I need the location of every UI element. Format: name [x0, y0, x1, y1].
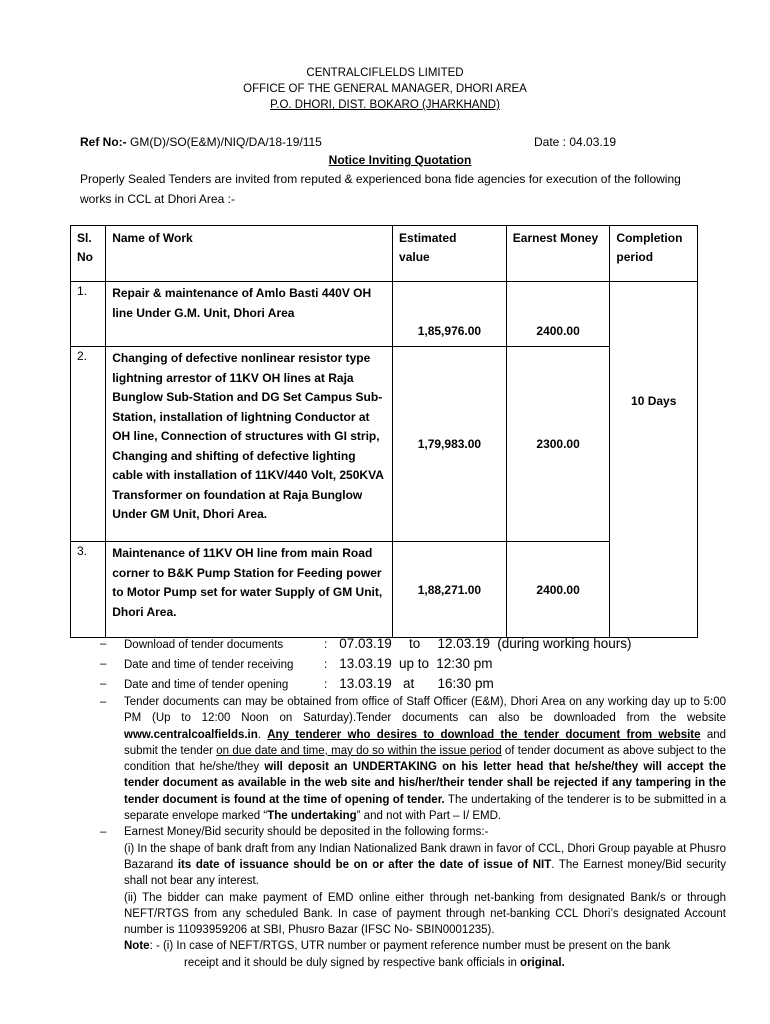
- table-row: [71, 282, 698, 347]
- office-name: OFFICE OF THE GENERAL MANAGER, DHORI AREA: [243, 83, 527, 95]
- terms-list: [100, 634, 726, 971]
- ref-number: GM(D)/SO(E&M)/NIQ/DA/18-19/115: [130, 135, 322, 149]
- row-estimated: 1,85,976.00: [393, 282, 507, 347]
- table-row: [71, 347, 698, 542]
- row-work-name: Maintenance of 11KV OH line from main Road corner to B&K Pump Station for Feeding power to Motor Pump set for water Supply of GM Unit, Dhori Area.: [106, 542, 393, 638]
- emd-intro: – Earnest Money/Bid security should be deposited in the following forms:-: [124, 826, 489, 839]
- emd-option-1: (i) In the shape of bank draft from any Indian Nationalized Bank drawn in favor of CCL, Dhori Group payable at Phusro Bazarand its date of issuance should be on or after the date of issue of NIT. The Earnest money/Bid security shall not bear any interest.: [124, 842, 727, 888]
- emd-paragraph: [100, 824, 726, 971]
- completion-period: 10 Days: [610, 282, 698, 638]
- schedule-download: – Download of tender documents : 07.03.19 to 12.03.19 (during working hours): [100, 634, 726, 654]
- row-work-name: Changing of defective nonlinear resistor type lightning arrestor of 11KV OH lines at Raja Bunglow Sub-Station and DG Set Campus Sub-Station, installation of lightning Conductor at OH line, Connection of structures with GI strip, Changing and shifting of defective lighting cable with installation of 11KV/440 Volt, 250KVA Transformer on foundation at Raja Bunglow Under GM Unit, Dhori Area.: [106, 347, 393, 542]
- intro-paragraph: Properly Sealed Tenders are invited from reputed & experienced bona fide agencies for execution of the following works in CCL at Dhori Area :-: [80, 172, 681, 206]
- table-row: [71, 542, 698, 638]
- row-earnest: 2400.00: [506, 542, 610, 638]
- letterhead: [0, 65, 770, 113]
- row-earnest: 2300.00: [506, 347, 610, 542]
- emd-note: Note: - (i) In case of NEFT/RTGS, UTR number or payment reference number must be present on the bank: [124, 940, 671, 953]
- row-sl: 1.: [71, 282, 106, 347]
- ref-label: Ref No:-: [80, 135, 127, 149]
- notice-date: Date : 04.03.19: [534, 135, 617, 149]
- row-estimated: 1,88,271.00: [393, 542, 507, 638]
- row-estimated: 1,79,983.00: [393, 347, 507, 542]
- row-sl: 2.: [71, 347, 106, 542]
- reference-line: [80, 135, 700, 149]
- notice-title: Notice Inviting Quotation: [328, 153, 472, 167]
- office-address: P.O. DHORI, DIST. BOKARO (JHARKHAND): [270, 99, 500, 111]
- header-sl: Sl. No: [71, 226, 106, 282]
- row-work-name: Repair & maintenance of Amlo Basti 440V OH line Under G.M. Unit, Dhori Area: [106, 282, 393, 347]
- schedule-receiving: – Date and time of tender receiving : 13.03.19 up to 12:30 pm: [100, 654, 726, 674]
- header-name: Name of Work: [106, 226, 393, 282]
- row-sl: 3.: [71, 542, 106, 638]
- row-earnest: 2400.00: [506, 282, 610, 347]
- header-completion: Completion period: [610, 226, 698, 282]
- tender-documents-paragraph: – Tender documents can may be obtained from office of Staff Officer (E&M), Dhori Area on any working day up to 5:00 PM (Up to 12:00 Noon on Saturday).Tender documents can also be downloaded from the website www.centralcoalfields.in. Any tenderer who desires to download the tender document from website and submit the tender on due date and time, may do so within the issue period of tender document as above subject to the condition that he/she/they will deposit an UNDERTAKING on his letter head that he/she/they will accept the tender document as available in the web site and his/her/their tender shall be rejected if any tampering in the tender document is found at the time of opening of tender. The undertaking of the tenderer is to be submitted in a separate envelope marked “The undertaking” and not with Part – I/ EMD.: [100, 694, 726, 824]
- schedule-opening: – Date and time of tender opening : 13.03.19 at 16:30 pm: [100, 674, 726, 694]
- works-table: [70, 225, 698, 638]
- website-link: www.centralcoalfields.in: [124, 728, 258, 741]
- header-estimated: Estimated value: [393, 226, 507, 282]
- emd-option-2: (ii) The bidder can make payment of EMD online either through net-banking from designated Bank/s or through NEFT/RTGS from any scheduled Bank. In case of payment through net-banking CCL Dhori’s designated Account number is 11093959206 at SBI, Phusro Bazar (IFSC No- SBIN0001235).: [124, 891, 726, 937]
- table-header-row: [71, 226, 698, 282]
- emd-note-continued: receipt and it should be duly signed by respective bank officials in original.: [184, 956, 565, 969]
- header-earnest: Earnest Money: [506, 226, 610, 282]
- company-name: CENTRALCIFLELDS LIMITED: [306, 67, 464, 79]
